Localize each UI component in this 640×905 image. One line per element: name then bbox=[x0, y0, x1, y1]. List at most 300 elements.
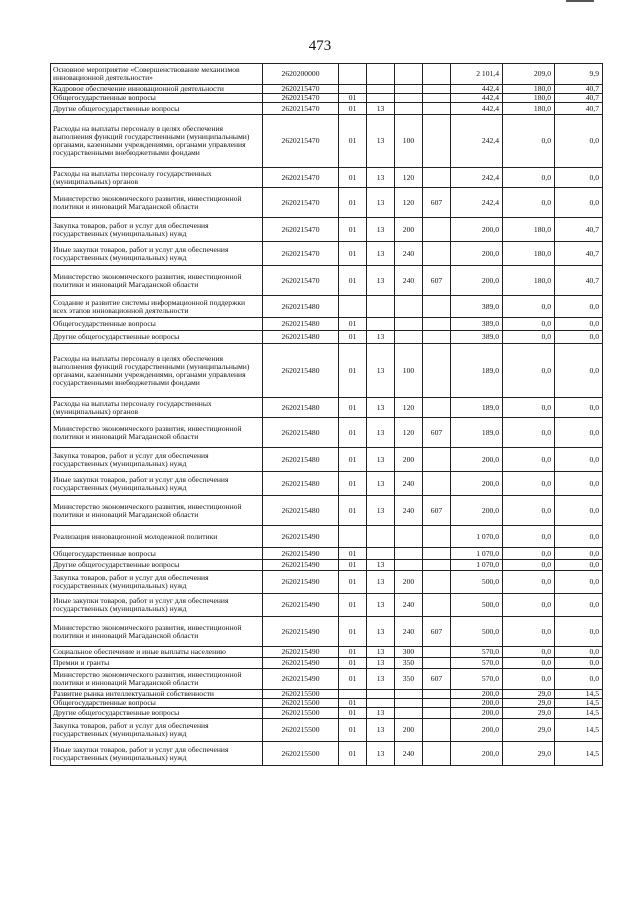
section-cell: 01 bbox=[339, 344, 367, 398]
name-cell: Общегосударственные вопросы bbox=[51, 548, 263, 560]
department-cell bbox=[423, 85, 451, 94]
subsection-cell: 13 bbox=[367, 168, 395, 188]
expense-type-cell: 100 bbox=[395, 115, 423, 168]
target-code-cell: 2620215480 bbox=[263, 318, 339, 331]
department-cell bbox=[423, 548, 451, 560]
value-2022-cell: 0,0 bbox=[555, 398, 603, 418]
value-2021-cell: 29,0 bbox=[503, 708, 555, 719]
name-cell: Создание и развитие системы информационной поддержки всех этапов инновационной деятельности bbox=[51, 296, 263, 318]
value-2022-cell: 14,5 bbox=[555, 708, 603, 719]
value-2021-cell: 209,0 bbox=[503, 64, 555, 85]
value-2022-cell: 14,5 bbox=[555, 719, 603, 742]
department-cell: 607 bbox=[423, 418, 451, 448]
value-2020-cell: 200,0 bbox=[451, 699, 503, 708]
value-2020-cell: 570,0 bbox=[451, 658, 503, 669]
value-2021-cell: 180,0 bbox=[503, 103, 555, 115]
value-2020-cell: 200,0 bbox=[451, 266, 503, 296]
table-row bbox=[51, 103, 603, 115]
value-2020-cell: 189,0 bbox=[451, 398, 503, 418]
section-cell bbox=[339, 296, 367, 318]
department-cell: 607 bbox=[423, 669, 451, 690]
department-cell bbox=[423, 242, 451, 266]
value-2022-cell: 0,0 bbox=[555, 571, 603, 594]
expense-type-cell: 240 bbox=[395, 594, 423, 617]
value-2021-cell: 0,0 bbox=[503, 594, 555, 617]
value-2022-cell: 0,0 bbox=[555, 418, 603, 448]
target-code-cell: 2620215500 bbox=[263, 699, 339, 708]
value-2022-cell: 0,0 bbox=[555, 188, 603, 218]
subsection-cell: 13 bbox=[367, 496, 395, 526]
section-cell: 01 bbox=[339, 318, 367, 331]
table-row bbox=[51, 296, 603, 318]
value-2021-cell: 0,0 bbox=[503, 526, 555, 548]
value-2021-cell: 0,0 bbox=[503, 296, 555, 318]
target-code-cell: 2620215490 bbox=[263, 647, 339, 658]
expense-type-cell bbox=[395, 708, 423, 719]
expense-type-cell: 200 bbox=[395, 719, 423, 742]
section-cell bbox=[339, 690, 367, 699]
name-cell: Закупка товаров, работ и услуг для обеспечения государственных (муниципальных) нужд bbox=[51, 218, 263, 242]
expense-type-cell: 120 bbox=[395, 418, 423, 448]
subsection-cell: 13 bbox=[367, 560, 395, 571]
value-2020-cell: 389,0 bbox=[451, 318, 503, 331]
target-code-cell: 2620215490 bbox=[263, 658, 339, 669]
value-2020-cell: 189,0 bbox=[451, 418, 503, 448]
expense-type-cell: 350 bbox=[395, 658, 423, 669]
value-2021-cell: 0,0 bbox=[503, 617, 555, 647]
value-2020-cell: 570,0 bbox=[451, 669, 503, 690]
value-2021-cell: 0,0 bbox=[503, 496, 555, 526]
expense-type-cell: 240 bbox=[395, 496, 423, 526]
subsection-cell: 13 bbox=[367, 669, 395, 690]
section-cell: 01 bbox=[339, 448, 367, 472]
table-row bbox=[51, 658, 603, 669]
department-cell bbox=[423, 94, 451, 103]
page-number: 473 bbox=[308, 38, 332, 54]
target-code-cell: 2620215470 bbox=[263, 168, 339, 188]
department-cell bbox=[423, 64, 451, 85]
name-cell: Министерство экономического развития, инвестиционной политики и инноваций Магаданской области bbox=[51, 669, 263, 690]
value-2022-cell: 0,0 bbox=[555, 496, 603, 526]
value-2022-cell: 40,7 bbox=[555, 266, 603, 296]
table-row bbox=[51, 188, 603, 218]
value-2022-cell: 0,0 bbox=[555, 344, 603, 398]
value-2020-cell: 570,0 bbox=[451, 647, 503, 658]
department-cell bbox=[423, 115, 451, 168]
expense-type-cell: 100 bbox=[395, 344, 423, 398]
section-cell: 01 bbox=[339, 398, 367, 418]
section-cell: 01 bbox=[339, 418, 367, 448]
value-2022-cell: 40,7 bbox=[555, 103, 603, 115]
value-2020-cell: 242,4 bbox=[451, 188, 503, 218]
subsection-cell bbox=[367, 690, 395, 699]
table-row bbox=[51, 526, 603, 548]
expense-type-cell bbox=[395, 318, 423, 331]
value-2021-cell: 0,0 bbox=[503, 571, 555, 594]
table-row bbox=[51, 242, 603, 266]
value-2022-cell: 0,0 bbox=[555, 448, 603, 472]
section-cell bbox=[339, 64, 367, 85]
subsection-cell bbox=[367, 526, 395, 548]
expense-type-cell: 120 bbox=[395, 188, 423, 218]
target-code-cell: 2620215500 bbox=[263, 719, 339, 742]
value-2022-cell: 0,0 bbox=[555, 647, 603, 658]
table-row bbox=[51, 647, 603, 658]
value-2021-cell: 0,0 bbox=[503, 548, 555, 560]
subsection-cell: 13 bbox=[367, 218, 395, 242]
name-cell: Кадровое обеспечение инновационной деятельности bbox=[51, 85, 263, 94]
department-cell bbox=[423, 560, 451, 571]
target-code-cell: 2620200000 bbox=[263, 64, 339, 85]
subsection-cell bbox=[367, 296, 395, 318]
name-cell: Расходы на выплаты персоналу государственных (муниципальных) органов bbox=[51, 168, 263, 188]
value-2022-cell: 0,0 bbox=[555, 296, 603, 318]
name-cell: Премии и гранты bbox=[51, 658, 263, 669]
value-2021-cell: 29,0 bbox=[503, 742, 555, 766]
section-cell: 01 bbox=[339, 496, 367, 526]
target-code-cell: 2620215470 bbox=[263, 188, 339, 218]
target-code-cell: 2620215500 bbox=[263, 690, 339, 699]
name-cell: Закупка товаров, работ и услуг для обеспечения государственных (муниципальных) нужд bbox=[51, 448, 263, 472]
table-row bbox=[51, 85, 603, 94]
table-row bbox=[51, 699, 603, 708]
department-cell bbox=[423, 690, 451, 699]
table-row bbox=[51, 418, 603, 448]
target-code-cell: 2620215500 bbox=[263, 708, 339, 719]
table-row bbox=[51, 472, 603, 496]
section-cell: 01 bbox=[339, 242, 367, 266]
section-cell: 01 bbox=[339, 594, 367, 617]
value-2020-cell: 200,0 bbox=[451, 448, 503, 472]
value-2021-cell: 0,0 bbox=[503, 398, 555, 418]
department-cell bbox=[423, 472, 451, 496]
department-cell: 607 bbox=[423, 496, 451, 526]
section-cell: 01 bbox=[339, 742, 367, 766]
value-2021-cell: 0,0 bbox=[503, 560, 555, 571]
name-cell: Министерство экономического развития, инвестиционной политики и инноваций Магаданской области bbox=[51, 188, 263, 218]
subsection-cell: 13 bbox=[367, 331, 395, 344]
value-2022-cell: 0,0 bbox=[555, 115, 603, 168]
department-cell bbox=[423, 699, 451, 708]
section-cell: 01 bbox=[339, 560, 367, 571]
value-2020-cell: 1 070,0 bbox=[451, 548, 503, 560]
department-cell bbox=[423, 168, 451, 188]
target-code-cell: 2620215490 bbox=[263, 548, 339, 560]
name-cell: Расходы на выплаты персоналу в целях обеспечения выполнения функций государственными (муниципальными) органами, казенными учреждениями, органами управления государственными внебюджетными фондами bbox=[51, 344, 263, 398]
subsection-cell: 13 bbox=[367, 742, 395, 766]
value-2020-cell: 500,0 bbox=[451, 571, 503, 594]
subsection-cell: 13 bbox=[367, 719, 395, 742]
name-cell: Общегосударственные вопросы bbox=[51, 318, 263, 331]
subsection-cell: 13 bbox=[367, 242, 395, 266]
value-2022-cell: 0,0 bbox=[555, 560, 603, 571]
value-2021-cell: 0,0 bbox=[503, 188, 555, 218]
value-2020-cell: 389,0 bbox=[451, 331, 503, 344]
section-cell bbox=[339, 85, 367, 94]
name-cell: Министерство экономического развития, инвестиционной политики и инноваций Магаданской области bbox=[51, 266, 263, 296]
section-cell: 01 bbox=[339, 218, 367, 242]
target-code-cell: 2620215490 bbox=[263, 669, 339, 690]
name-cell: Общегосударственные вопросы bbox=[51, 699, 263, 708]
value-2022-cell: 0,0 bbox=[555, 331, 603, 344]
subsection-cell: 13 bbox=[367, 617, 395, 647]
expense-type-cell: 200 bbox=[395, 218, 423, 242]
section-cell: 01 bbox=[339, 168, 367, 188]
name-cell: Расходы на выплаты персоналу в целях обеспечения выполнения функций государственными (муниципальными) органами, казенными учреждениями, органами управления государственными внебюджетными фондами bbox=[51, 115, 263, 168]
department-cell bbox=[423, 398, 451, 418]
section-cell: 01 bbox=[339, 699, 367, 708]
value-2022-cell: 9,9 bbox=[555, 64, 603, 85]
name-cell: Другие общегосударственные вопросы bbox=[51, 103, 263, 115]
table-row bbox=[51, 64, 603, 85]
value-2021-cell: 29,0 bbox=[503, 699, 555, 708]
target-code-cell: 2620215480 bbox=[263, 398, 339, 418]
section-cell: 01 bbox=[339, 719, 367, 742]
table-row bbox=[51, 669, 603, 690]
value-2020-cell: 242,4 bbox=[451, 168, 503, 188]
subsection-cell: 13 bbox=[367, 708, 395, 719]
value-2021-cell: 0,0 bbox=[503, 472, 555, 496]
name-cell: Министерство экономического развития, инвестиционной политики и инноваций Магаданской области bbox=[51, 617, 263, 647]
target-code-cell: 2620215480 bbox=[263, 418, 339, 448]
section-cell: 01 bbox=[339, 188, 367, 218]
value-2022-cell: 0,0 bbox=[555, 617, 603, 647]
table-row bbox=[51, 448, 603, 472]
value-2022-cell: 0,0 bbox=[555, 669, 603, 690]
subsection-cell bbox=[367, 548, 395, 560]
target-code-cell: 2620215490 bbox=[263, 560, 339, 571]
name-cell: Иные закупки товаров, работ и услуг для обеспечения государственных (муниципальных) нужд bbox=[51, 742, 263, 766]
target-code-cell: 2620215470 bbox=[263, 218, 339, 242]
table-row bbox=[51, 318, 603, 331]
value-2020-cell: 389,0 bbox=[451, 296, 503, 318]
value-2022-cell: 14,5 bbox=[555, 699, 603, 708]
department-cell bbox=[423, 296, 451, 318]
value-2021-cell: 0,0 bbox=[503, 658, 555, 669]
value-2022-cell: 0,0 bbox=[555, 526, 603, 548]
value-2022-cell: 40,7 bbox=[555, 94, 603, 103]
section-cell: 01 bbox=[339, 571, 367, 594]
target-code-cell: 2620215480 bbox=[263, 496, 339, 526]
expense-type-cell: 240 bbox=[395, 617, 423, 647]
value-2020-cell: 200,0 bbox=[451, 218, 503, 242]
value-2021-cell: 0,0 bbox=[503, 344, 555, 398]
subsection-cell: 13 bbox=[367, 398, 395, 418]
section-cell: 01 bbox=[339, 548, 367, 560]
department-cell: 607 bbox=[423, 266, 451, 296]
target-code-cell: 2620215490 bbox=[263, 571, 339, 594]
section-cell: 01 bbox=[339, 647, 367, 658]
subsection-cell: 13 bbox=[367, 418, 395, 448]
value-2020-cell: 200,0 bbox=[451, 472, 503, 496]
department-cell bbox=[423, 708, 451, 719]
table-row bbox=[51, 344, 603, 398]
target-code-cell: 2620215470 bbox=[263, 242, 339, 266]
value-2022-cell: 0,0 bbox=[555, 472, 603, 496]
value-2022-cell: 0,0 bbox=[555, 594, 603, 617]
expense-type-cell bbox=[395, 548, 423, 560]
table-row bbox=[51, 594, 603, 617]
subsection-cell: 13 bbox=[367, 571, 395, 594]
value-2020-cell: 442,4 bbox=[451, 85, 503, 94]
section-cell: 01 bbox=[339, 266, 367, 296]
value-2020-cell: 200,0 bbox=[451, 719, 503, 742]
value-2021-cell: 180,0 bbox=[503, 266, 555, 296]
subsection-cell: 13 bbox=[367, 344, 395, 398]
name-cell: Закупка товаров, работ и услуг для обеспечения государственных (муниципальных) нужд bbox=[51, 571, 263, 594]
expense-type-cell: 240 bbox=[395, 742, 423, 766]
expense-type-cell bbox=[395, 526, 423, 548]
value-2020-cell: 200,0 bbox=[451, 242, 503, 266]
expense-type-cell: 240 bbox=[395, 242, 423, 266]
value-2022-cell: 40,7 bbox=[555, 85, 603, 94]
table-row bbox=[51, 115, 603, 168]
target-code-cell: 2620215480 bbox=[263, 331, 339, 344]
subsection-cell bbox=[367, 94, 395, 103]
section-cell: 01 bbox=[339, 708, 367, 719]
name-cell: Общегосударственные вопросы bbox=[51, 94, 263, 103]
value-2020-cell: 200,0 bbox=[451, 742, 503, 766]
department-cell bbox=[423, 331, 451, 344]
value-2020-cell: 500,0 bbox=[451, 617, 503, 647]
value-2022-cell: 0,0 bbox=[555, 168, 603, 188]
expense-type-cell bbox=[395, 690, 423, 699]
name-cell: Другие общегосударственные вопросы bbox=[51, 560, 263, 571]
expense-type-cell bbox=[395, 699, 423, 708]
value-2021-cell: 0,0 bbox=[503, 115, 555, 168]
department-cell bbox=[423, 103, 451, 115]
subsection-cell: 13 bbox=[367, 472, 395, 496]
target-code-cell: 2620215480 bbox=[263, 472, 339, 496]
target-code-cell: 2620215500 bbox=[263, 742, 339, 766]
value-2021-cell: 0,0 bbox=[503, 647, 555, 658]
subsection-cell: 13 bbox=[367, 188, 395, 218]
target-code-cell: 2620215470 bbox=[263, 103, 339, 115]
name-cell: Социальное обеспечение и иные выплаты населению bbox=[51, 647, 263, 658]
expense-type-cell bbox=[395, 560, 423, 571]
name-cell: Другие общегосударственные вопросы bbox=[51, 708, 263, 719]
name-cell: Министерство экономического развития, инвестиционной политики и инноваций Магаданской области bbox=[51, 496, 263, 526]
value-2021-cell: 180,0 bbox=[503, 242, 555, 266]
table-row bbox=[51, 560, 603, 571]
table-row bbox=[51, 690, 603, 699]
name-cell: Иные закупки товаров, работ и услуг для обеспечения государственных (муниципальных) нужд bbox=[51, 242, 263, 266]
expense-type-cell bbox=[395, 94, 423, 103]
target-code-cell: 2620215490 bbox=[263, 594, 339, 617]
target-code-cell: 2620215470 bbox=[263, 266, 339, 296]
section-cell bbox=[339, 526, 367, 548]
value-2020-cell: 1 070,0 bbox=[451, 560, 503, 571]
value-2020-cell: 500,0 bbox=[451, 594, 503, 617]
section-cell: 01 bbox=[339, 669, 367, 690]
target-code-cell: 2620215480 bbox=[263, 344, 339, 398]
value-2020-cell: 189,0 bbox=[451, 344, 503, 398]
table-row bbox=[51, 496, 603, 526]
section-cell: 01 bbox=[339, 617, 367, 647]
value-2021-cell: 29,0 bbox=[503, 719, 555, 742]
value-2020-cell: 200,0 bbox=[451, 708, 503, 719]
value-2021-cell: 0,0 bbox=[503, 168, 555, 188]
value-2021-cell: 0,0 bbox=[503, 418, 555, 448]
value-2021-cell: 29,0 bbox=[503, 690, 555, 699]
subsection-cell bbox=[367, 318, 395, 331]
name-cell: Основное мероприятие «Совершенствование механизмов инновационной деятельности» bbox=[51, 64, 263, 85]
expense-type-cell: 240 bbox=[395, 472, 423, 496]
table-row bbox=[51, 548, 603, 560]
value-2022-cell: 40,7 bbox=[555, 242, 603, 266]
target-code-cell: 2620215490 bbox=[263, 617, 339, 647]
expense-type-cell: 240 bbox=[395, 266, 423, 296]
department-cell bbox=[423, 571, 451, 594]
department-cell bbox=[423, 218, 451, 242]
department-cell bbox=[423, 448, 451, 472]
subsection-cell: 13 bbox=[367, 658, 395, 669]
subsection-cell: 13 bbox=[367, 266, 395, 296]
name-cell: Закупка товаров, работ и услуг для обеспечения государственных (муниципальных) нужд bbox=[51, 719, 263, 742]
table-row bbox=[51, 742, 603, 766]
department-cell: 607 bbox=[423, 188, 451, 218]
value-2020-cell: 442,4 bbox=[451, 103, 503, 115]
value-2021-cell: 0,0 bbox=[503, 318, 555, 331]
name-cell: Реализация инновационной молодежной политики bbox=[51, 526, 263, 548]
budget-table bbox=[50, 63, 603, 766]
subsection-cell: 13 bbox=[367, 594, 395, 617]
expense-type-cell: 350 bbox=[395, 669, 423, 690]
value-2022-cell: 40,7 bbox=[555, 218, 603, 242]
expense-type-cell bbox=[395, 85, 423, 94]
expense-type-cell bbox=[395, 296, 423, 318]
value-2020-cell: 1 070,0 bbox=[451, 526, 503, 548]
value-2021-cell: 180,0 bbox=[503, 218, 555, 242]
table-row bbox=[51, 331, 603, 344]
name-cell: Иные закупки товаров, работ и услуг для обеспечения государственных (муниципальных) нужд bbox=[51, 472, 263, 496]
department-cell bbox=[423, 719, 451, 742]
section-cell: 01 bbox=[339, 94, 367, 103]
section-cell: 01 bbox=[339, 658, 367, 669]
scan-artifact bbox=[566, 0, 594, 2]
name-cell: Другие общегосударственные вопросы bbox=[51, 331, 263, 344]
department-cell bbox=[423, 344, 451, 398]
expense-type-cell: 120 bbox=[395, 168, 423, 188]
table-row bbox=[51, 719, 603, 742]
department-cell bbox=[423, 594, 451, 617]
value-2022-cell: 14,5 bbox=[555, 690, 603, 699]
subsection-cell: 13 bbox=[367, 103, 395, 115]
value-2021-cell: 0,0 bbox=[503, 448, 555, 472]
value-2022-cell: 0,0 bbox=[555, 658, 603, 669]
target-code-cell: 2620215470 bbox=[263, 115, 339, 168]
subsection-cell bbox=[367, 85, 395, 94]
value-2022-cell: 14,5 bbox=[555, 742, 603, 766]
name-cell: Развитие рынка интеллектуальной собственности bbox=[51, 690, 263, 699]
section-cell: 01 bbox=[339, 115, 367, 168]
table-row bbox=[51, 398, 603, 418]
department-cell bbox=[423, 742, 451, 766]
value-2021-cell: 0,0 bbox=[503, 331, 555, 344]
subsection-cell bbox=[367, 699, 395, 708]
target-code-cell: 2620215490 bbox=[263, 526, 339, 548]
section-cell: 01 bbox=[339, 103, 367, 115]
value-2021-cell: 180,0 bbox=[503, 85, 555, 94]
expense-type-cell: 120 bbox=[395, 398, 423, 418]
subsection-cell: 13 bbox=[367, 448, 395, 472]
target-code-cell: 2620215480 bbox=[263, 296, 339, 318]
table-row bbox=[51, 168, 603, 188]
expense-type-cell: 300 bbox=[395, 647, 423, 658]
expense-type-cell bbox=[395, 331, 423, 344]
table-row bbox=[51, 708, 603, 719]
value-2020-cell: 442,4 bbox=[451, 94, 503, 103]
